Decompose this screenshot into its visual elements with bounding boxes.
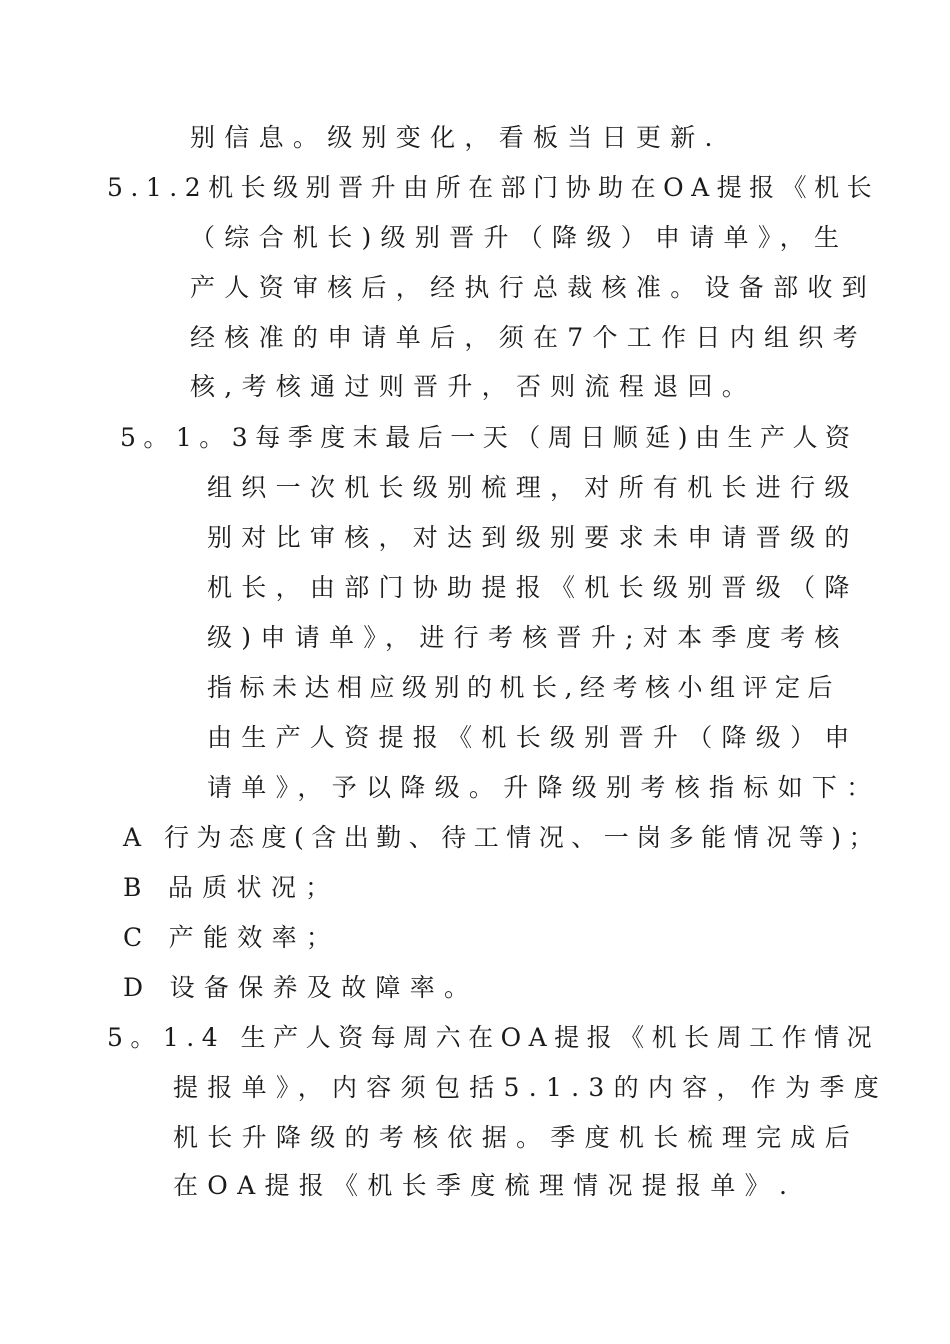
text-line-17: C 产能效率； <box>123 923 341 952</box>
text-line-9: 别对比审核，对达到级别要求未申请晋级的 <box>207 523 859 552</box>
text-line-1: 别信息。级别变化，看板当日更新. <box>190 123 722 152</box>
text-line-14: 请单》，予以降级。升降级别考核指标如下： <box>207 773 881 802</box>
text-line-7: 5。1。3每季度末最后一天（周日顺延)由生产人资 <box>120 423 858 452</box>
text-line-2: 5.1.2机长级别晋升由所在部门协助在OA提报《机长 <box>107 173 880 202</box>
text-line-20: 提报单》，内容须包括5.1.3的内容，作为季度 <box>173 1073 889 1102</box>
text-line-16: B 品质状况； <box>123 873 340 902</box>
text-line-4: 产人资审核后，经执行总裁核准。设备部收到 <box>190 273 877 302</box>
text-line-5: 经核准的申请单后，须在7个工作日内组织考 <box>190 323 867 352</box>
text-line-3: （综合机长)级别晋升（降级）申请单》，生 <box>190 223 849 252</box>
text-line-12: 指标未达相应级别的机长,经考核小组评定后 <box>207 673 840 702</box>
text-line-22: 在OA提报《机长季度梳理情况提报单》. <box>173 1171 797 1200</box>
text-line-19: 5。1.4 生产人资每周六在OA提报《机长周工作情况 <box>107 1023 880 1052</box>
text-line-18: D 设备保养及故障率。 <box>123 973 479 1002</box>
text-line-21: 机长升降级的考核依据。季度机长梳理完成后 <box>173 1123 860 1152</box>
text-line-8: 组织一次机长级别梳理，对所有机长进行级 <box>207 473 859 502</box>
text-line-15: A 行为态度(含出勤、待工情况、一岗多能情况等)； <box>123 823 882 852</box>
text-line-13: 由生产人资提报《机长级别晋升（降级）申 <box>207 723 859 752</box>
text-line-11: 级)申请单》，进行考核晋升;对本季度考核 <box>207 623 849 652</box>
text-line-6: 核,考核通过则晋升，否则流程退回。 <box>190 372 757 401</box>
text-line-10: 机长，由部门协助提报《机长级别晋级（降 <box>207 573 859 602</box>
